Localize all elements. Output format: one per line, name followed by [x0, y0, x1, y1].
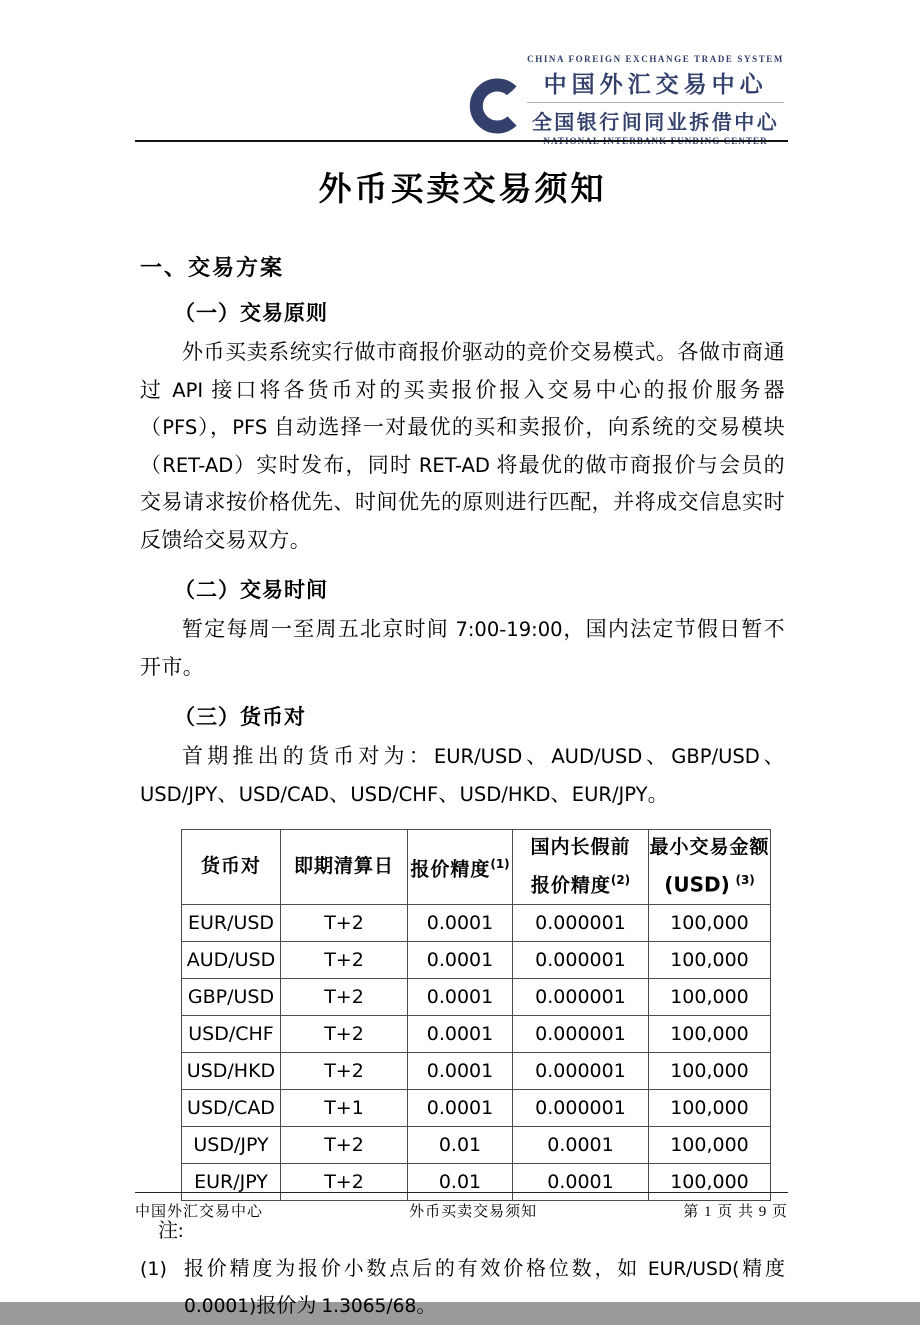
cell-pair: USD/HKD	[182, 1053, 281, 1090]
table-body	[182, 905, 771, 1201]
note-text: 报价精度为报价小数点后的有效价格位数，如 EUR/USD(精度 0.0001)报价为 1.3065/68。	[184, 1258, 786, 1317]
cell-min-amount: 100,000	[649, 905, 771, 942]
paragraph-currency-pairs: 首期推出的货币对为：EUR/USD、AUD/USD、GBP/USD、USD/JPY、USD/CAD、USD/CHF、USD/HKD、EUR/JPY。	[140, 744, 786, 806]
cell-pair: AUD/USD	[182, 942, 281, 979]
cell-pair: EUR/JPY	[182, 1164, 281, 1201]
subsection-heading-currency-pairs: （三）货币对	[174, 705, 306, 729]
cell-min-amount: 100,000	[649, 1090, 771, 1127]
table-row	[182, 905, 771, 942]
table-header-row	[182, 830, 771, 905]
cell-precision: 0.01	[408, 1127, 513, 1164]
cell-min-amount: 100,000	[649, 1016, 771, 1053]
cell-pair: GBP/USD	[182, 979, 281, 1016]
cell-holiday-precision: 0.0001	[513, 1164, 649, 1201]
cell-holiday-precision: 0.000001	[513, 1016, 649, 1053]
cell-holiday-precision: 0.000001	[513, 942, 649, 979]
cell-min-amount: 100,000	[649, 1164, 771, 1201]
cell-settle: T+2	[281, 1053, 408, 1090]
logo-chinese-sub: 全国银行间同业拆借中心	[531, 112, 780, 134]
cell-settle: T+2	[281, 1127, 408, 1164]
superscript-1: (1)	[490, 856, 510, 871]
cell-settle: T+2	[281, 979, 408, 1016]
column-header-min-amount: 最小交易金额 (USD) $^{(3)}$	[649, 830, 771, 905]
table-header	[182, 830, 771, 905]
notes-section	[140, 1214, 785, 1325]
page-footer	[135, 1192, 788, 1221]
column-header-pair: 货币对	[182, 830, 281, 905]
paragraph-trading-principle: 外币买卖系统实行做市商报价驱动的竞价交易模式。各做市商通过 API 接口将各货币对的买卖报价报入交易中心的报价服务器（PFS），PFS 自动选择一对最优的买和卖报价，向系统的交易模块（RET-AD）实时发布，同时 RET-AD 将最优的做市商报价与会员的交易请求按价格优先、时间优先的原则进行匹配，并将成交信息实时反馈给交易双方。	[140, 340, 786, 552]
cell-precision: 0.01	[408, 1164, 513, 1201]
paragraph-trading-hours: 暂定每周一至周五北京时间 7:00-19:00，国内法定节假日暂不开市。	[140, 617, 785, 679]
cell-settle: T+2	[281, 905, 408, 942]
cell-min-amount: 100,000	[649, 942, 771, 979]
cell-precision: 0.0001	[408, 1090, 513, 1127]
cell-precision: 0.0001	[408, 942, 513, 979]
note-item-1	[140, 1251, 785, 1325]
cell-precision: 0.0001	[408, 905, 513, 942]
cell-pair: USD/CAD	[182, 1090, 281, 1127]
cell-holiday-precision: 0.0001	[513, 1127, 649, 1164]
superscript-2: (2)	[610, 872, 631, 887]
footer-page-number: 第 1 页 共 9 页	[683, 1204, 788, 1220]
cell-pair: USD/JPY	[182, 1127, 281, 1164]
cell-holiday-precision: 0.000001	[513, 979, 649, 1016]
footer-document-title: 外币买卖交易须知	[409, 1204, 538, 1220]
footer-organization: 中国外汇交易中心	[135, 1204, 264, 1220]
cell-settle: T+2	[281, 1016, 408, 1053]
page-title: 外币买卖交易须知	[318, 170, 607, 207]
superscript-3: (3)	[735, 872, 755, 887]
cell-min-amount: 100,000	[649, 1053, 771, 1090]
cell-min-amount: 100,000	[649, 979, 771, 1016]
logo-english-bottom: NATIONAL INTERBANK FUNDING CENTER	[543, 136, 768, 146]
cell-holiday-precision: 0.000001	[513, 1090, 649, 1127]
cell-holiday-precision: 0.000001	[513, 905, 649, 942]
currency-pair-table	[181, 829, 771, 1201]
cell-settle: T+1	[281, 1090, 408, 1127]
logo-chinese-main: 中国外汇交易中心	[527, 64, 784, 103]
cell-precision: 0.0001	[408, 1016, 513, 1053]
cell-holiday-precision: 0.000001	[513, 1053, 649, 1090]
cell-pair: EUR/USD	[182, 905, 281, 942]
table-row	[182, 942, 771, 979]
cell-precision: 0.0001	[408, 979, 513, 1016]
cell-pair: USD/CHF	[182, 1016, 281, 1053]
table-row	[182, 1053, 771, 1090]
cell-min-amount: 100,000	[649, 1127, 771, 1164]
subsection-heading-trading-principle: （一）交易原则	[174, 301, 328, 325]
table-row	[182, 1090, 771, 1127]
cell-settle: T+2	[281, 942, 408, 979]
column-header-holiday-precision: 国内长假前 报价精度$^{(2)}$	[513, 830, 649, 905]
cell-settle: T+2	[281, 1164, 408, 1201]
column-header-precision: 报价精度$^{(1)}$	[408, 830, 513, 905]
cell-precision: 0.0001	[408, 1053, 513, 1090]
note-number: (1)	[140, 1258, 167, 1280]
table-row	[182, 1127, 771, 1164]
logo-english-top: CHINA FOREIGN EXCHANGE TRADE SYSTEM	[527, 54, 784, 64]
document-content	[140, 0, 785, 1325]
table-row	[182, 1016, 771, 1053]
notes-label: 注:	[158, 1220, 184, 1242]
table-row	[182, 979, 771, 1016]
section-heading-trading-plan: 一、交易方案	[140, 255, 285, 280]
column-header-settlement: 即期清算日	[281, 830, 408, 905]
subsection-heading-trading-hours: （二）交易时间	[174, 578, 328, 602]
